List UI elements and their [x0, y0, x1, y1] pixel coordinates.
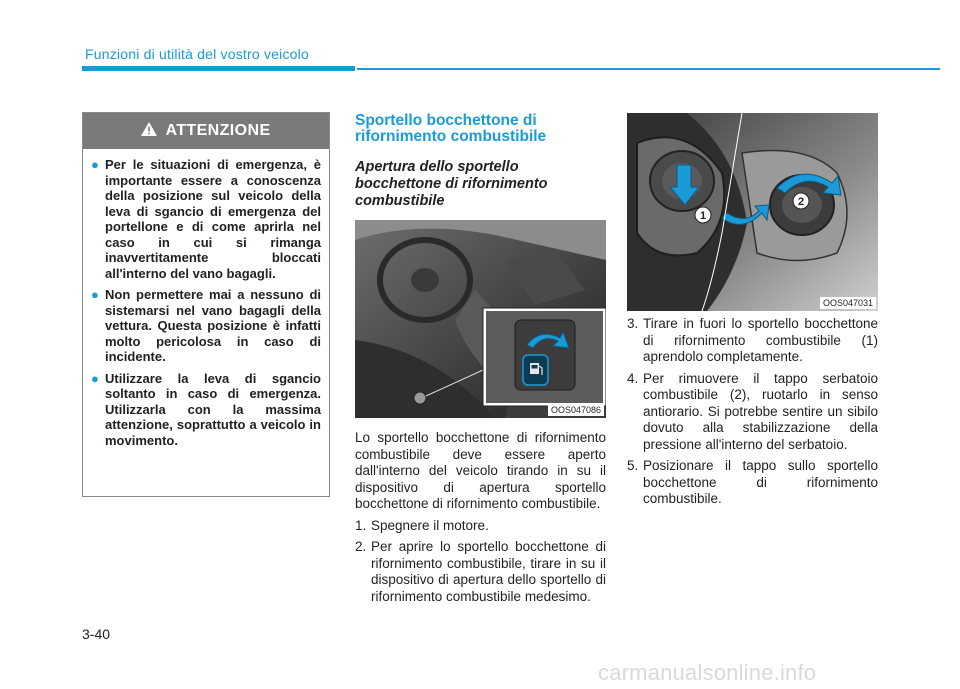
callout-label-2: 2	[797, 196, 805, 208]
warning-item	[91, 157, 321, 281]
warning-item-text: Non permettere mai a nessuno di sistemarsi nel vano bagagli della vettura. Questa posizione è infatti molto pericolosa in caso di incidente.	[105, 287, 321, 364]
step-item	[355, 539, 606, 605]
figure-caption: OOS047086	[548, 404, 604, 416]
bullet-icon: ●	[91, 370, 99, 386]
step-text: Spegnere il motore.	[371, 517, 489, 533]
watermark: carmanualsonline.info	[598, 660, 817, 685]
step-item	[627, 371, 878, 454]
step-number: 5.	[627, 458, 639, 473]
step-text: Per aprire lo sportello bocchettone di rifornimento combustibile, tirare in su il dispositivo di apertura dello sportello di rifornimento combustibile medesimo.	[371, 539, 606, 604]
warning-item-text: Utilizzare la leva di sgancio soltanto in caso di emergenza. Utilizzarla con la massima attenzione, soprattutto a veicolo in movimento.	[105, 370, 321, 448]
step-item	[627, 316, 878, 366]
steps-list-a	[355, 518, 606, 606]
warning-title: ATTENZIONE	[165, 122, 271, 139]
warning-header	[83, 113, 329, 149]
step-number: 2.	[355, 539, 367, 554]
warning-item	[91, 371, 321, 449]
fuel-door-illustration	[627, 113, 878, 311]
figure-caption: OOS047031	[820, 297, 876, 309]
page-number: 3-40	[82, 626, 111, 642]
step-number: 4.	[627, 370, 639, 386]
warning-item	[91, 287, 321, 365]
step-item	[627, 458, 878, 508]
step-item	[355, 518, 606, 535]
intro-paragraph: Lo sportello bocchettone di rifornimento combustibile deve essere aperto dall'interno del veicolo tirando in su il dispositivo di apertura sportello bocchettone di rifornimento combustibile.	[355, 430, 606, 511]
callout-label-1: 1	[699, 210, 707, 222]
warning-box	[82, 112, 330, 497]
header-section-title: Funzioni di utilità del vostro veicolo	[85, 46, 309, 62]
header-rule-thick	[82, 66, 355, 71]
steps-list-b	[627, 316, 878, 508]
interior-illustration	[355, 220, 606, 418]
bullet-icon: ●	[91, 287, 99, 302]
warning-list	[83, 149, 329, 448]
column-right	[627, 113, 878, 508]
step-text: Posizionare il tappo sullo sportello bocchettone di rifornimento combustibile.	[643, 458, 878, 506]
warning-item-text: Per le situazioni di emergenza, è importante essere a conoscenza della posizione sul veicolo della leva di sgancio di emergenza del portellone e di come aprirla nel caso in cui si rimanga inavvertitamente bloccati all'interno del vano bagagli.	[105, 157, 321, 281]
warning-triangle-icon	[141, 122, 157, 141]
bullet-icon: ●	[91, 157, 99, 172]
section-subtitle: Apertura dello sportello bocchettone di rifornimento combustibile	[355, 159, 548, 209]
step-text: Per rimuovere il tappo serbatoio combustibile (2), ruotarlo in senso antiorario. Si potrebbe sentire un sibilo dovuto alla stabilizzazione della pressione all'interno del serbatoio.	[643, 370, 878, 452]
section-title: Sportello bocchettone di rifornimento combustibile	[355, 112, 547, 145]
step-number: 3.	[627, 316, 639, 331]
figure-interior-lever	[355, 220, 606, 418]
step-number: 1.	[355, 517, 367, 533]
header-rule-thin	[357, 68, 940, 70]
figure-fuel-door	[627, 113, 878, 311]
column-middle	[355, 113, 606, 605]
step-text: Tirare in fuori lo sportello bocchettone di rifornimento combustibile (1) aprendolo completamente.	[643, 316, 878, 364]
